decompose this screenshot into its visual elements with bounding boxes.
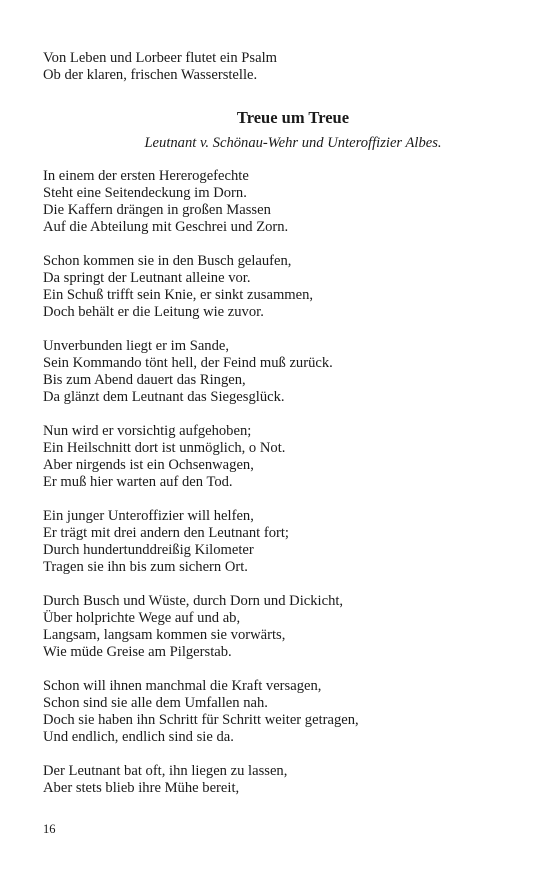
verse-line: Ein junger Unteroffizier will helfen,	[43, 508, 254, 524]
verse-line: Auf die Abteilung mit Geschrei und Zorn.	[43, 219, 289, 235]
verse-line: Durch Busch und Wüste, durch Dorn und Dickicht,	[43, 593, 344, 609]
verse-line: Nun wird er vorsichtig aufgehoben;	[43, 423, 252, 439]
verse-line: Doch behält er die Leitung wie zuvor.	[43, 304, 264, 320]
intro-lines	[43, 50, 513, 84]
verse-line: Er muß hier warten auf den Tod.	[43, 474, 233, 490]
verse-line: Der Leutnant bat oft, ihn liegen zu lassen,	[43, 763, 288, 779]
stanza	[43, 508, 513, 576]
verse-line: Da glänzt dem Leutnant das Siegesglück.	[43, 389, 285, 405]
verse-line: Langsam, langsam kommen sie vorwärts,	[43, 627, 286, 643]
stanza	[43, 593, 513, 661]
verse-line: Durch hundertunddreißig Kilometer	[43, 542, 254, 558]
verse-line: Aber stets blieb ihre Mühe bereit,	[43, 780, 240, 796]
page-number: 16	[43, 822, 56, 836]
verse-line: Ein Heilschnitt dort ist unmöglich, o Not.	[43, 440, 286, 456]
stanza	[43, 338, 513, 406]
verse-line: Über holprichte Wege auf und ab,	[43, 610, 241, 626]
verse-line: Bis zum Abend dauert das Ringen,	[43, 372, 246, 388]
stanza	[43, 168, 513, 236]
poem-body	[43, 168, 513, 814]
verse-line: Die Kaffern drängen in großen Massen	[43, 202, 271, 218]
verse-line: Doch sie haben ihn Schritt für Schritt weiter getragen,	[43, 712, 359, 728]
verse-line: Da springt der Leutnant alleine vor.	[43, 270, 251, 286]
verse-line: Ein Schuß trifft sein Knie, er sinkt zusammen,	[43, 287, 314, 303]
verse-line: Aber nirgends ist ein Ochsenwagen,	[43, 457, 254, 473]
stanza	[43, 253, 513, 321]
verse-line: Wie müde Greise am Pilgerstab.	[43, 644, 232, 660]
verse-line: Sein Kommando tönt hell, der Feind muß zurück.	[43, 355, 333, 371]
intro-line: Ob der klaren, frischen Wasserstelle.	[43, 67, 258, 83]
stanza	[43, 678, 513, 746]
verse-line: Tragen sie ihn bis zum sichern Ort.	[43, 559, 248, 575]
verse-line: Und endlich, endlich sind sie da.	[43, 729, 234, 745]
verse-line: In einem der ersten Hererogefechte	[43, 168, 249, 184]
verse-line: Schon sind sie alle dem Umfallen nah.	[43, 695, 268, 711]
verse-line: Schon kommen sie in den Busch gelaufen,	[43, 253, 292, 269]
verse-line: Unverbunden liegt er im Sande,	[43, 338, 230, 354]
stanza	[43, 423, 513, 491]
verse-line: Er trägt mit drei andern den Leutnant fort;	[43, 525, 289, 541]
poem-subtitle: Leutnant v. Schönau-Wehr und Unteroffizier Albes.	[144, 135, 442, 151]
verse-line: Schon will ihnen manchmal die Kraft versagen,	[43, 678, 322, 694]
verse-line: Steht eine Seitendeckung im Dorn.	[43, 185, 247, 201]
intro-line: Von Leben und Lorbeer flutet ein Psalm	[43, 50, 277, 66]
poem-title: Treue um Treue	[236, 108, 350, 127]
stanza	[43, 763, 513, 797]
